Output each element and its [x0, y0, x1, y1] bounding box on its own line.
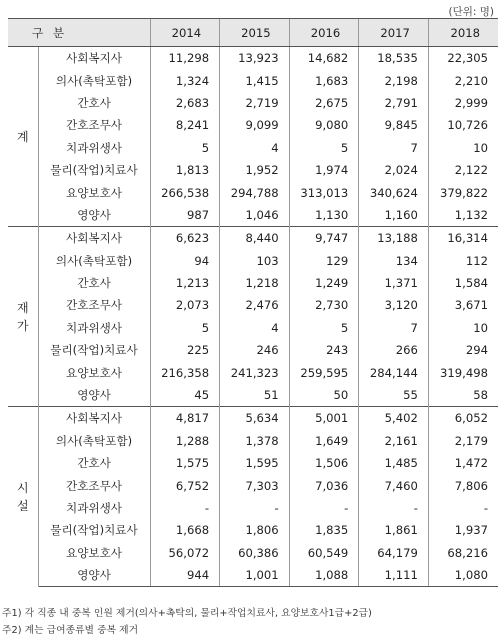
value-cell: 5	[289, 137, 359, 159]
row-label: 사회복지사	[38, 407, 150, 430]
value-cell: 6,052	[428, 407, 498, 430]
value-cell: 2,675	[289, 92, 359, 114]
group-label: 계	[8, 47, 38, 227]
row-label: 요양보호사	[66, 185, 122, 200]
value-cell: 13,923	[220, 47, 290, 70]
row-label: 사회복지사	[38, 47, 150, 70]
value-cell: 1,088	[289, 564, 359, 587]
value-cell: 10	[428, 137, 498, 159]
row-label: 치과위생사	[66, 140, 122, 155]
value-cell: 10,726	[428, 114, 498, 136]
value-cell: 2,210	[428, 69, 498, 91]
value-cell: 1,001	[220, 564, 290, 587]
value-cell: 2,073	[150, 294, 220, 316]
table-row	[8, 92, 498, 114]
value-cell: 56,072	[150, 542, 220, 564]
value-cell: 1,683	[289, 69, 359, 91]
value-cell: 246	[220, 339, 290, 361]
value-cell: 1,415	[220, 69, 290, 91]
value-cell: 1,806	[220, 519, 290, 541]
value-cell: 4,817	[150, 407, 220, 430]
value-cell: 294,788	[220, 181, 290, 203]
value-cell: 64,179	[359, 542, 429, 564]
value-cell: 1,213	[150, 272, 220, 294]
value-cell: 266	[359, 339, 429, 361]
row-label: 간호사	[77, 276, 111, 291]
table-row	[8, 181, 498, 203]
value-cell: 2,024	[359, 159, 429, 181]
row-label: 물리(작업)치료사	[50, 163, 138, 178]
table-row	[8, 204, 498, 227]
header-year: 2014	[150, 19, 220, 47]
value-cell: 284,144	[359, 361, 429, 383]
header-year: 2017	[359, 19, 429, 47]
value-cell: 94	[150, 250, 220, 272]
table-row	[8, 272, 498, 294]
value-cell: 313,013	[289, 181, 359, 203]
table-row	[8, 542, 498, 564]
table-row	[8, 384, 498, 407]
value-cell: 4	[220, 317, 290, 339]
table-row	[8, 159, 498, 181]
value-cell: -	[150, 497, 220, 519]
value-cell: 6,752	[150, 474, 220, 496]
row-label: 치과위생사	[66, 320, 122, 335]
value-cell: 1,649	[289, 430, 359, 452]
value-cell: 7,036	[289, 474, 359, 496]
table-row	[8, 564, 498, 587]
row-label: 사회복지사	[38, 227, 150, 250]
value-cell: 11,298	[150, 47, 220, 70]
row-label: 요양보호사	[66, 545, 122, 560]
table-row	[8, 361, 498, 383]
value-cell: 1,371	[359, 272, 429, 294]
value-cell: 1,861	[359, 519, 429, 541]
value-cell: 243	[289, 339, 359, 361]
value-cell: 1,249	[289, 272, 359, 294]
value-cell: 2,179	[428, 430, 498, 452]
value-cell: 266,538	[150, 181, 220, 203]
value-cell: 1,835	[289, 519, 359, 541]
value-cell: 129	[289, 250, 359, 272]
value-cell: 8,440	[220, 227, 290, 250]
value-cell: 5,001	[289, 407, 359, 430]
value-cell: 14,682	[289, 47, 359, 70]
value-cell: 103	[220, 250, 290, 272]
table-row	[8, 250, 498, 272]
value-cell: 1,485	[359, 452, 429, 474]
staff-statistics-table	[8, 18, 498, 587]
value-cell: 1,595	[220, 452, 290, 474]
value-cell: 3,120	[359, 294, 429, 316]
value-cell: 1,080	[428, 564, 498, 587]
value-cell: 7,303	[220, 474, 290, 496]
header-year: 2016	[289, 19, 359, 47]
value-cell: 50	[289, 384, 359, 407]
row-label: 의사(촉탁포함)	[55, 433, 133, 448]
value-cell: 2,999	[428, 92, 498, 114]
value-cell: 1,132	[428, 204, 498, 227]
row-label: 간호조무사	[66, 298, 122, 313]
value-cell: 1,378	[220, 430, 290, 452]
value-cell: 1,575	[150, 452, 220, 474]
value-cell: 2,683	[150, 92, 220, 114]
value-cell: 259,595	[289, 361, 359, 383]
value-cell: 134	[359, 250, 429, 272]
value-cell: 60,386	[220, 542, 290, 564]
value-cell: 1,974	[289, 159, 359, 181]
table-row	[8, 339, 498, 361]
value-cell: 319,498	[428, 361, 498, 383]
value-cell: 225	[150, 339, 220, 361]
value-cell: 51	[220, 384, 290, 407]
table-row	[8, 114, 498, 136]
table-row	[8, 452, 498, 474]
value-cell: 2,122	[428, 159, 498, 181]
value-cell: 9,080	[289, 114, 359, 136]
value-cell: 10	[428, 317, 498, 339]
value-cell: 2,161	[359, 430, 429, 452]
value-cell: 5,634	[220, 407, 290, 430]
header-row	[8, 19, 498, 47]
value-cell: 2,730	[289, 294, 359, 316]
value-cell: 58	[428, 384, 498, 407]
value-cell: 944	[150, 564, 220, 587]
value-cell: 241,323	[220, 361, 290, 383]
table-row	[8, 227, 498, 250]
row-label: 간호사	[77, 95, 111, 110]
value-cell: -	[289, 497, 359, 519]
value-cell: 45	[150, 384, 220, 407]
table-row	[8, 294, 498, 316]
row-label: 의사(촉탁포함)	[55, 253, 133, 268]
value-cell: 8,241	[150, 114, 220, 136]
value-cell: 9,747	[289, 227, 359, 250]
row-label: 간호조무사	[66, 118, 122, 133]
value-cell: 1,324	[150, 69, 220, 91]
value-cell: 6,623	[150, 227, 220, 250]
value-cell: 987	[150, 204, 220, 227]
row-label: 영양사	[77, 207, 111, 222]
group-label: 재 가	[8, 227, 38, 407]
value-cell: 1,813	[150, 159, 220, 181]
value-cell: 68,216	[428, 542, 498, 564]
value-cell: 3,671	[428, 294, 498, 316]
row-label: 간호사	[77, 456, 111, 471]
value-cell: 1,472	[428, 452, 498, 474]
row-label: 영양사	[38, 564, 150, 587]
unit-label: (단위: 명)	[448, 6, 494, 18]
value-cell: 1,288	[150, 430, 220, 452]
value-cell: 18,535	[359, 47, 429, 70]
value-cell: 5	[289, 317, 359, 339]
footnote-1: 주1) 각 직종 내 중복 인원 제거(의사+촉탁의, 물리+작업치료사, 요양보호사1급+2급)	[2, 608, 372, 619]
value-cell: 1,111	[359, 564, 429, 587]
value-cell: 340,624	[359, 181, 429, 203]
value-cell: 216,358	[150, 361, 220, 383]
header-year: 2015	[220, 19, 290, 47]
table-row	[8, 317, 498, 339]
value-cell: 112	[428, 250, 498, 272]
header-year: 2018	[428, 19, 498, 47]
table-row	[8, 519, 498, 541]
value-cell: 7,806	[428, 474, 498, 496]
header-category: 구 분	[8, 19, 150, 47]
value-cell: 1,218	[220, 272, 290, 294]
value-cell: 1,046	[220, 204, 290, 227]
value-cell: 1,937	[428, 519, 498, 541]
value-cell: 1,952	[220, 159, 290, 181]
value-cell: 379,822	[428, 181, 498, 203]
table-row	[8, 430, 498, 452]
table-row	[8, 137, 498, 159]
value-cell: 55	[359, 384, 429, 407]
value-cell: 7	[359, 317, 429, 339]
value-cell: 4	[220, 137, 290, 159]
table-row	[8, 474, 498, 496]
value-cell: 1,584	[428, 272, 498, 294]
value-cell: 16,314	[428, 227, 498, 250]
row-label: 간호조무사	[66, 478, 122, 493]
table-row	[8, 47, 498, 70]
value-cell: 13,188	[359, 227, 429, 250]
table-body	[8, 47, 498, 587]
row-label: 요양보호사	[66, 365, 122, 380]
table-row	[8, 69, 498, 91]
value-cell: 22,305	[428, 47, 498, 70]
value-cell: -	[220, 497, 290, 519]
value-cell: 1,160	[359, 204, 429, 227]
value-cell: 9,099	[220, 114, 290, 136]
value-cell: 9,845	[359, 114, 429, 136]
value-cell: 5	[150, 137, 220, 159]
table-row	[8, 407, 498, 430]
value-cell: 7	[359, 137, 429, 159]
row-label: 의사(촉탁포함)	[55, 73, 133, 88]
row-label: 영양사	[77, 388, 111, 403]
group-label: 시 설	[8, 407, 38, 587]
row-label: 물리(작업)치료사	[50, 343, 138, 358]
row-label: 치과위생사	[66, 501, 122, 515]
value-cell: 2,791	[359, 92, 429, 114]
value-cell: 1,130	[289, 204, 359, 227]
value-cell: 5,402	[359, 407, 429, 430]
value-cell: 2,719	[220, 92, 290, 114]
value-cell: -	[428, 497, 498, 519]
table-row	[8, 497, 498, 519]
footnote-2: 주2) 계는 급여종류별 중복 제거	[2, 625, 139, 636]
value-cell: 5	[150, 317, 220, 339]
value-cell: 2,476	[220, 294, 290, 316]
value-cell: 2,198	[359, 69, 429, 91]
value-cell: -	[359, 497, 429, 519]
value-cell: 7,460	[359, 474, 429, 496]
value-cell: 294	[428, 339, 498, 361]
value-cell: 1,506	[289, 452, 359, 474]
row-label: 물리(작업)치료사	[50, 523, 138, 538]
value-cell: 1,668	[150, 519, 220, 541]
value-cell: 60,549	[289, 542, 359, 564]
